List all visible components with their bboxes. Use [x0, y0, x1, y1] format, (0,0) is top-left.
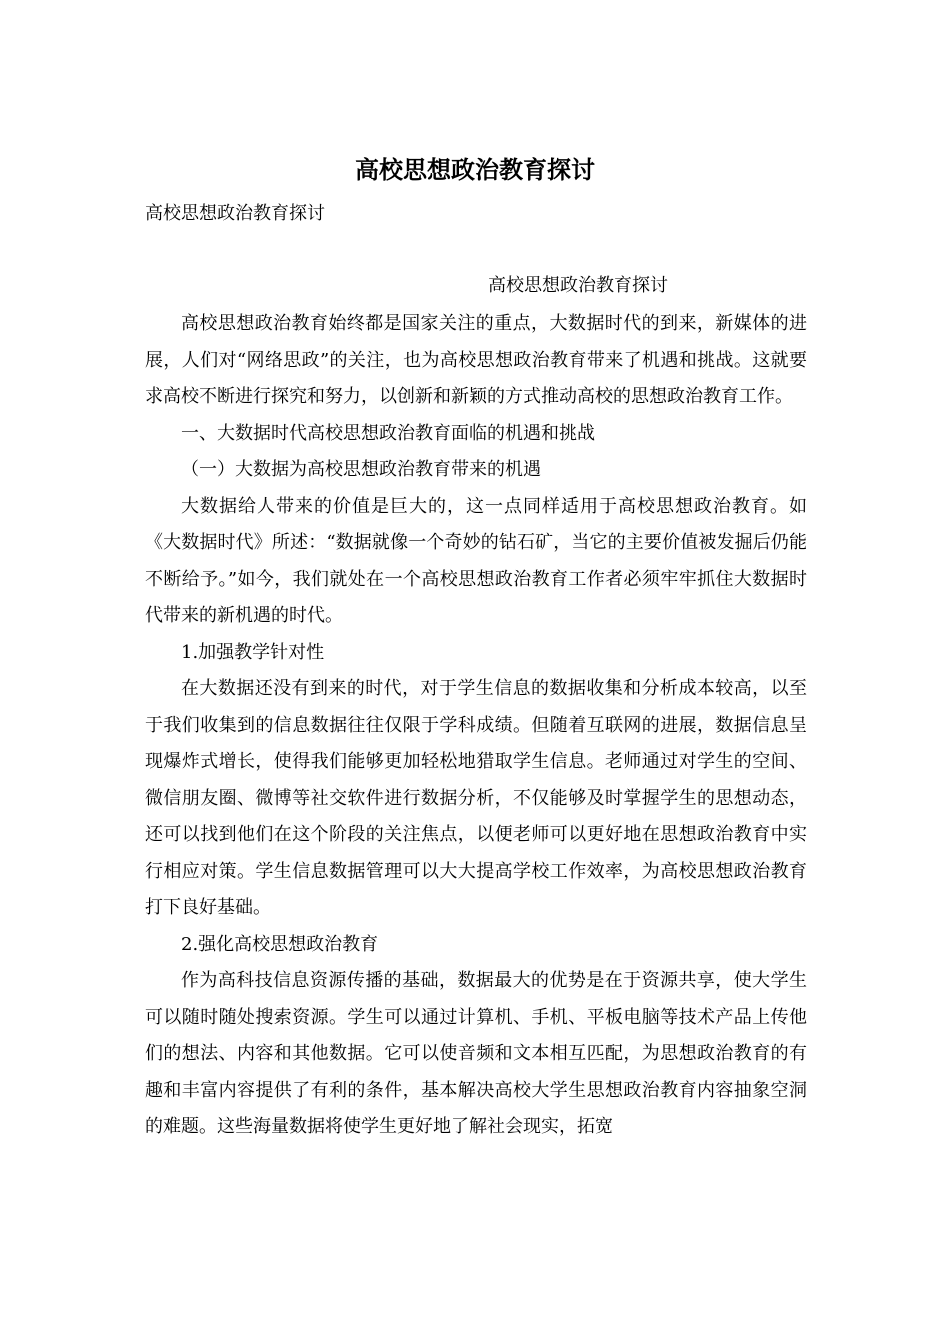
document-body: [145, 306, 807, 1146]
point-heading-2: 2.强化高校思想政治教育: [181, 933, 379, 955]
paragraph-intro: 高校思想政治教育始终都是国家关注的重点，大数据时代的到来，新媒体的进展，人们对“网络思政”的关注，也为高校思想政治教育带来了机遇和挑战。这就要求高校不断进行探究和努力，以创新和新颖的方式推动高校的思想政治教育工作。: [145, 313, 807, 407]
paragraph-big-data-value: 大数据给人带来的价值是巨大的，这一点同样适用于高校思想政治教育。如《大数据时代》所述：“数据就像一个奇妙的钻石矿，当它的主要价值被发掘后仍能不断给予。”如今，我们就处在一个高校思想政治教育工作者必须牢牢抓住大数据时代带来的新机遇的时代。: [145, 495, 807, 626]
paragraph-strengthen-education: 作为高科技信息资源传播的基础，数据最大的优势是在于资源共享，使大学生可以随时随处搜索资源。学生可以通过计算机、手机、平板电脑等技术产品上传他们的想法、内容和其他数据。它可以使音频和文本相互匹配，为思想政治教育的有趣和丰富内容提供了有利的条件，基本解决高校大学生思想政治教育内容抽象空洞的难题。这些海量数据将使学生更好地了解社会现实，拓宽: [145, 970, 807, 1137]
section-heading-1: 一、大数据时代高校思想政治教育面临的机遇和挑战: [181, 422, 595, 444]
document-subtitle: 高校思想政治教育探讨: [145, 203, 325, 224]
document-title: 高校思想政治教育探讨: [355, 155, 595, 184]
subsection-heading-1: （一）大数据为高校思想政治教育带来的机遇: [181, 459, 541, 480]
point-heading-1: 1.加强教学针对性: [181, 641, 325, 663]
section-center-title: 高校思想政治教育探讨: [488, 275, 668, 296]
paragraph-teaching-targeting: 在大数据还没有到来的时代，对于学生信息的数据收集和分析成本较高，以至于我们收集到的信息数据往往仅限于学科成绩。但随着互联网的进展，数据信息呈现爆炸式增长，使得我们能够更加轻松地猎取学生信息。老师通过对学生的空间、微信朋友圈、微博等社交软件进行数据分析，不仅能够及时掌握学生的思想动态，还可以找到他们在这个阶段的关注焦点，以便老师可以更好地在思想政治教育中实行相应对策。学生信息数据管理可以大大提高学校工作效率，为高校思想政治教育打下良好基础。: [145, 678, 807, 918]
